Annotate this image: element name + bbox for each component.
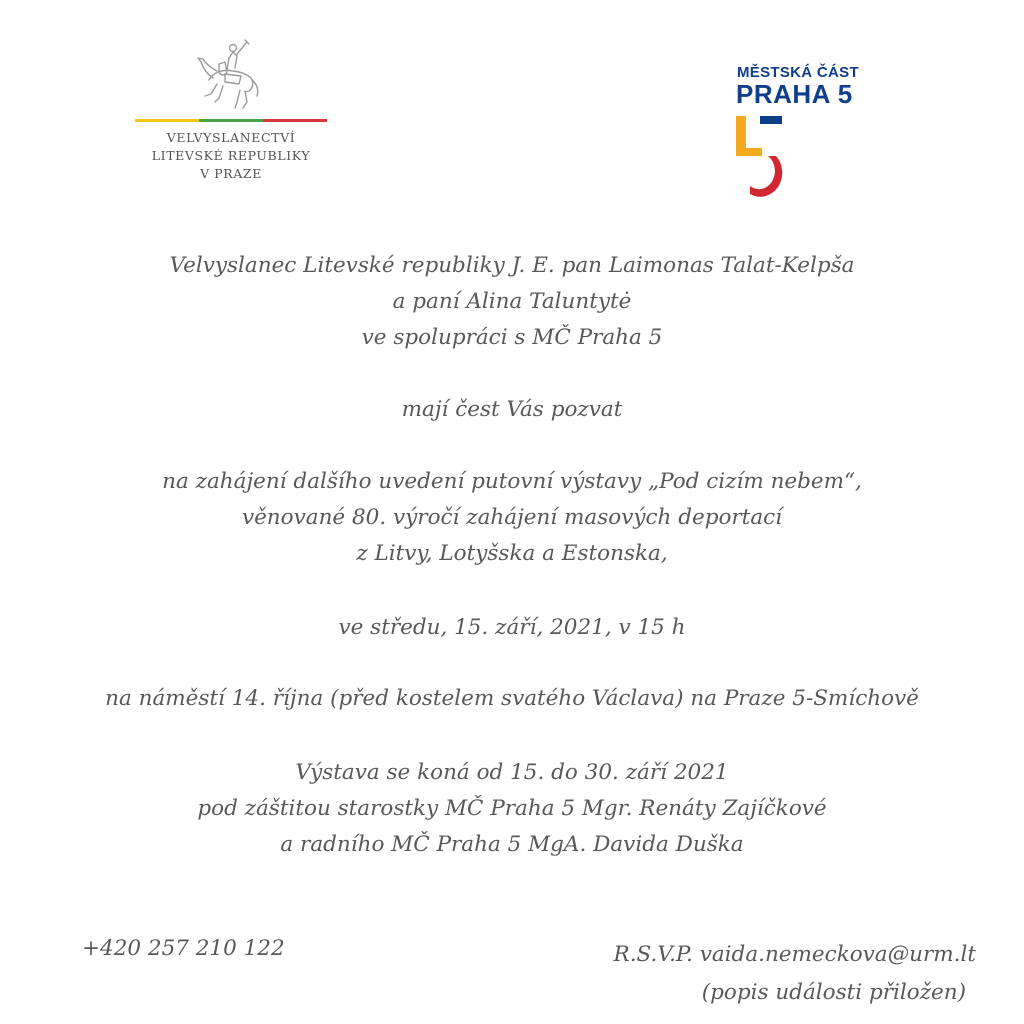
exhibition-line: a radního MČ Praha 5 MgA. Davida Duška bbox=[280, 832, 744, 857]
rsvp-block bbox=[614, 936, 976, 1012]
embassy-name-line: VELVYSLANECTVÍ bbox=[166, 130, 296, 145]
event-place: na náměstí 14. října (před kostelem svatého Václava) na Praze 5-Smíchově bbox=[105, 686, 919, 711]
embassy-name-line: LITEVSKÉ REPUBLIKY bbox=[151, 148, 311, 163]
district-name-line2: PRAHA 5 bbox=[736, 79, 853, 109]
rsvp-email: R.S.V.P. vaida.nemeckova@urm.lt bbox=[613, 942, 976, 967]
flag-yellow-stripe bbox=[135, 119, 199, 122]
praha5-logo bbox=[736, 64, 896, 204]
flag-tricolor-line bbox=[135, 119, 327, 122]
contact-phone: +420 257 210 122 bbox=[82, 936, 285, 961]
event-line: věnované 80. výročí zahájení masových deportací bbox=[241, 505, 783, 530]
event-block bbox=[0, 464, 1024, 572]
district-name-line1: MĚSTSKÁ ČÁST bbox=[737, 64, 859, 81]
hosts-line: a paní Alina Taluntytė bbox=[392, 289, 632, 314]
flag-red-stripe bbox=[263, 119, 327, 122]
exhibition-line: pod záštitou starostky MČ Praha 5 Mgr. Renáty Zajíčkové bbox=[197, 796, 827, 821]
exhibition-block bbox=[0, 755, 1024, 863]
embassy-name bbox=[135, 129, 327, 183]
embassy-logo bbox=[135, 36, 327, 196]
vytis-knight-icon bbox=[195, 36, 265, 112]
embassy-name-line: V PRAZE bbox=[200, 166, 262, 181]
rsvp-note: (popis události přiložen) bbox=[701, 980, 966, 1005]
hosts-block bbox=[0, 248, 1024, 356]
hosts-line: Velvyslanec Litevské republiky J. E. pan Laimonas Talat-Kelpša bbox=[169, 253, 855, 278]
praha5-mark-icon bbox=[736, 112, 796, 198]
flag-green-stripe bbox=[199, 119, 263, 122]
event-line: z Litvy, Lotyšska a Estonska, bbox=[356, 541, 668, 566]
exhibition-line: Výstava se koná od 15. do 30. září 2021 bbox=[295, 760, 729, 785]
event-line: na zahájení dalšího uvedení putovní výstavy „Pod cizím nebem“, bbox=[162, 469, 862, 494]
event-date: ve středu, 15. září, 2021, v 15 h bbox=[338, 615, 686, 640]
invite-line: mají čest Vás pozvat bbox=[401, 397, 623, 422]
hosts-line: ve spolupráci s MČ Praha 5 bbox=[361, 325, 663, 350]
